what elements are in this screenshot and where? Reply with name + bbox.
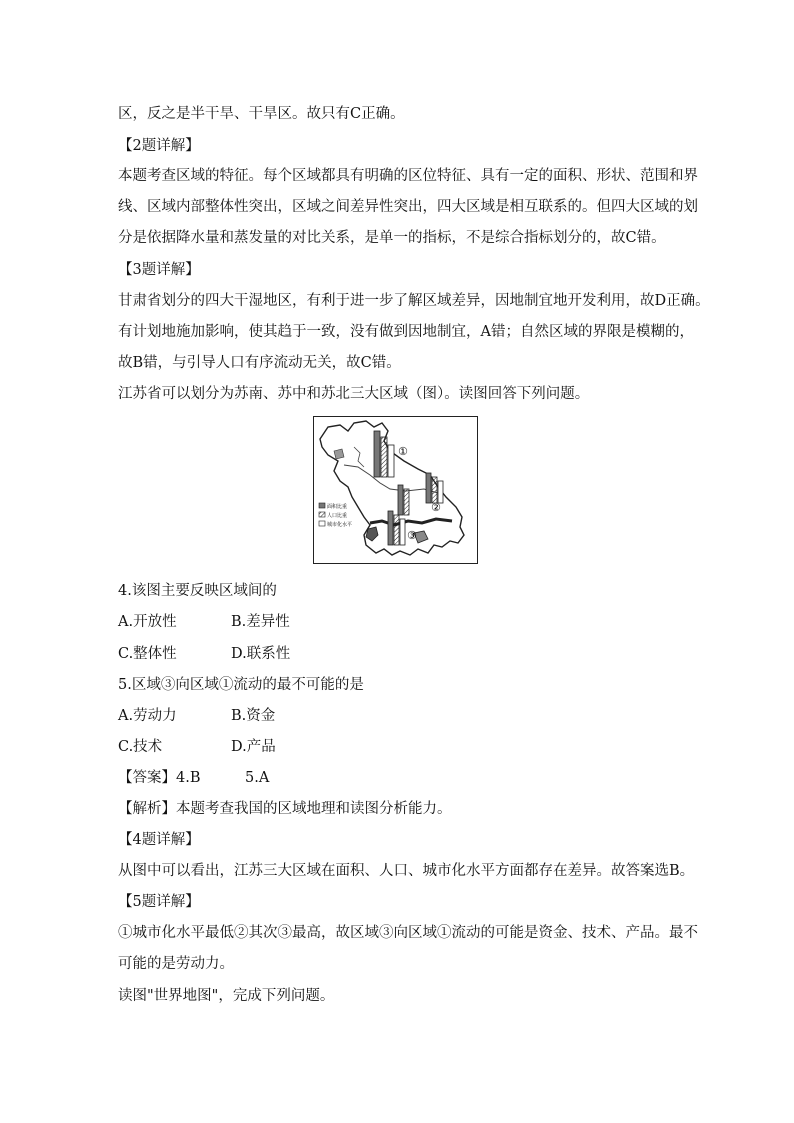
bar-area-share [374, 431, 380, 477]
q5-option-b: B.资金 [231, 708, 276, 724]
bar-population-share [404, 489, 409, 515]
legend [319, 503, 352, 528]
section-heading-q3: 【3题详解】 [118, 262, 200, 278]
question-intro: 江苏省可以划分为苏南、苏中和苏北三大区域（图）。读图回答下列问题。 [118, 386, 590, 402]
question-4-stem: 4.该图主要反映区域间的 [118, 583, 277, 599]
q4-option-c: C.整体性 [118, 646, 177, 662]
bar-area-share [398, 485, 403, 515]
bar-population-share [394, 515, 399, 545]
bar-area-share [426, 473, 431, 503]
text-line: 线、区域内部整体性突出，区域之间差异性突出，四大区域是相互联系的。但四大区域的划 [118, 199, 698, 215]
text-line: 本题考查区域的特征。每个区域都具有明确的区位特征、具有一定的面积、形状、范围和界 [118, 168, 698, 184]
section-heading-q2: 【2题详解】 [118, 138, 200, 154]
lake [334, 449, 344, 459]
text-line: 甘肃省划分的四大干湿地区，有利于进一步了解区域差异，因地制宜地开发利用，故D正确。 [118, 293, 710, 309]
text-line: 分是依据降水量和蒸发量的对比关系，是单一的指标，不是综合指标划分的，故C错。 [118, 230, 666, 246]
q5-option-a: A.劳动力 [118, 708, 177, 724]
text-line: 故B错，与引导人口有序流动无关，故C错。 [118, 355, 401, 371]
analysis-line: 【解析】本题考查我国的区域地理和读图分析能力。 [118, 801, 452, 817]
bar-population-share [432, 477, 437, 503]
yangtze-river [370, 519, 452, 525]
q4-option-a: A.开放性 [118, 614, 177, 630]
region-label-3: ③ [407, 529, 417, 542]
section-heading-q4: 【4题详解】 [118, 832, 200, 848]
q4-option-d: D.联系性 [231, 646, 291, 662]
q5-option-c: C.技术 [118, 739, 163, 755]
text-line: 从图中可以看出，江苏三大区域在面积、人口、城市化水平方面都存在差异。故答案选B。 [118, 863, 695, 879]
lake [366, 527, 378, 541]
text-line: 可能的是劳动力。 [118, 956, 234, 972]
jiangsu-map-figure [313, 416, 478, 564]
legend-swatch-population [319, 512, 325, 517]
jiangsu-map [314, 417, 476, 562]
coast-detail [354, 447, 364, 467]
bar-population-share [381, 437, 387, 477]
bar-urbanization [400, 519, 405, 545]
answer-label: 【答案】4.B [118, 770, 201, 786]
legend-label-urbanization: 城市化水平 [327, 522, 353, 528]
question-5-stem: 5.区域③向区域①流动的最不可能的是 [118, 677, 364, 693]
legend-label-area: 面积比重 [327, 504, 348, 510]
text-line: 区，反之是半干旱、干旱区。故只有C正确。 [118, 106, 405, 122]
region-label-1: ① [398, 445, 408, 458]
legend-label-population: 人口比重 [327, 513, 348, 519]
bar-area-share [388, 511, 393, 545]
legend-swatch-area [319, 503, 325, 508]
bar-urbanization [438, 481, 443, 503]
q4-option-b: B.差异性 [231, 614, 290, 630]
bar-urbanization [388, 445, 394, 477]
text-line: 有计划地施加影响，使其趋于一致，没有做到因地制宜，A错；自然区域的界限是模糊的， [118, 324, 694, 340]
text-line: ①城市化水平最低②其次③最高，故区域③向区域①流动的可能是资金、技术、产品。最不 [118, 925, 698, 941]
section-heading-q5: 【5题详解】 [118, 894, 200, 910]
question-intro: 读图"世界地图"，完成下列问题。 [118, 988, 335, 1004]
region-label-2: ② [431, 501, 441, 514]
q5-option-d: D.产品 [231, 739, 276, 755]
legend-swatch-urbanization [319, 521, 325, 526]
answer-second: 5.A [245, 770, 270, 786]
